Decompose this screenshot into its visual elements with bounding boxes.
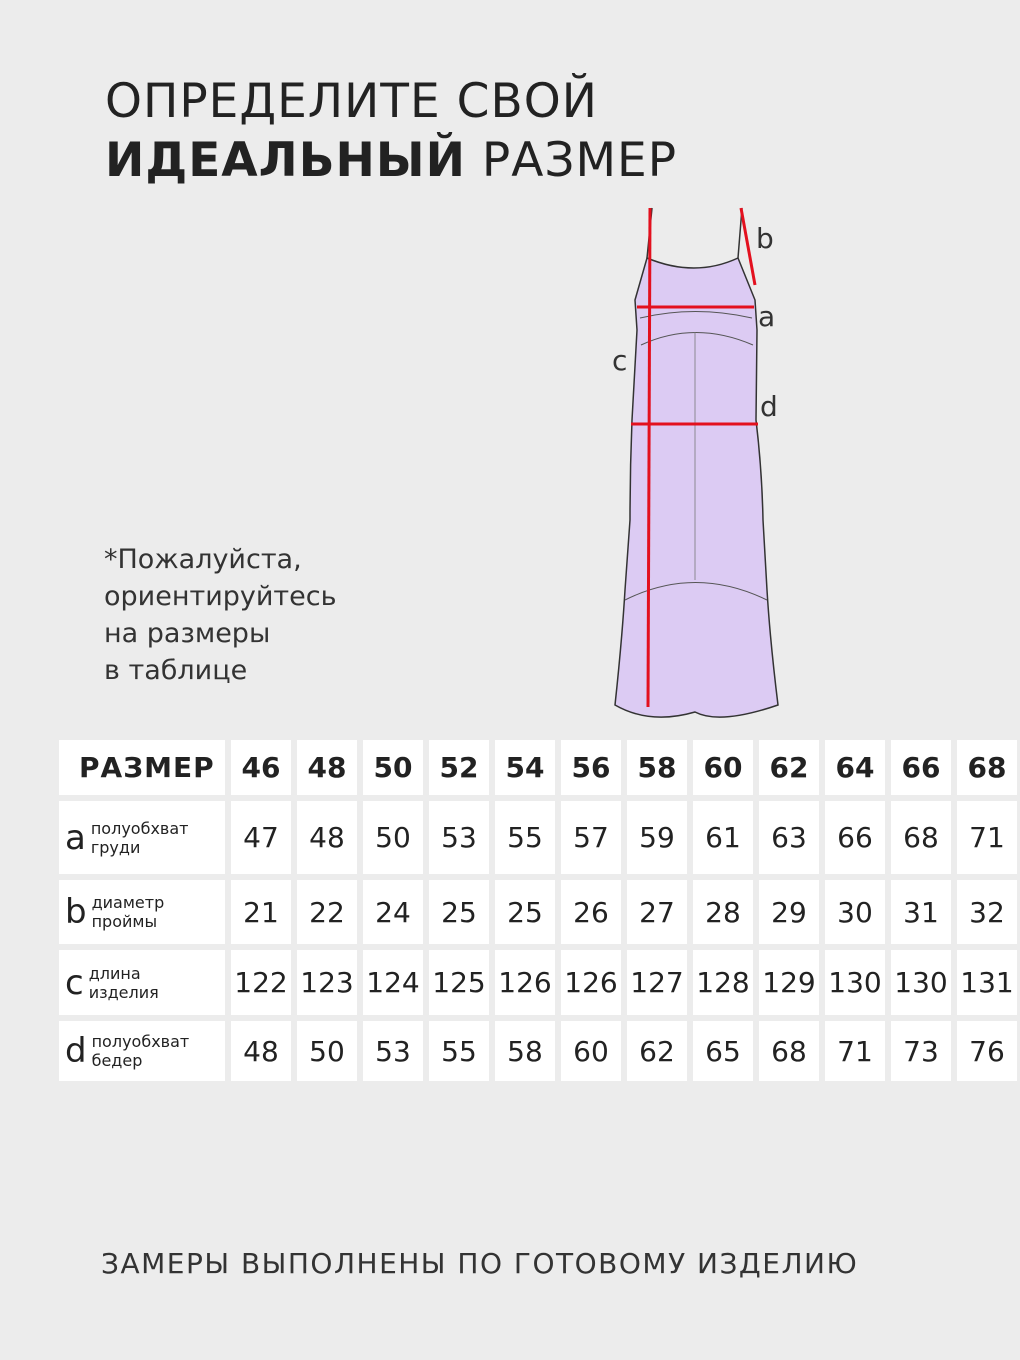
table-cell: 131: [957, 950, 1017, 1015]
table-cell: 48: [297, 801, 357, 874]
table-cell: 65: [693, 1021, 753, 1081]
measure-c-line: [648, 208, 650, 707]
table-cell: 50: [363, 801, 423, 874]
table-cell: 68: [759, 1021, 819, 1081]
table-cell: 62: [627, 1021, 687, 1081]
table-cell: 58: [495, 1021, 555, 1081]
title-line-2: [105, 131, 677, 190]
table-cell: 66: [825, 801, 885, 874]
size-header-cell: 46: [231, 740, 291, 795]
table-cell: 59: [627, 801, 687, 874]
size-header-cell: 62: [759, 740, 819, 795]
size-header-label: РАЗМЕР: [59, 740, 225, 795]
table-cell: 57: [561, 801, 621, 874]
title-line-1: ОПРЕДЕЛИТЕ СВОЙ: [105, 74, 598, 129]
row-desc-line: полуобхват: [91, 1032, 190, 1051]
row-letter: d: [65, 1031, 87, 1071]
label-d: d: [760, 390, 778, 423]
size-header-cell: 66: [891, 740, 951, 795]
table-cell: 26: [561, 880, 621, 944]
table-cell: 127: [627, 950, 687, 1015]
table-cell: 60: [561, 1021, 621, 1081]
size-header-cell: 52: [429, 740, 489, 795]
row-desc-line: полуобхват: [90, 818, 189, 838]
table-cell: 76: [957, 1021, 1017, 1081]
table-cell: 25: [429, 880, 489, 944]
row-letter: b: [65, 892, 87, 932]
table-cell: 53: [363, 1021, 423, 1081]
title-rest-word: РАЗМЕР: [481, 133, 678, 188]
table-cell: 47: [231, 801, 291, 874]
table-cell: 29: [759, 880, 819, 944]
table-cell: 55: [429, 1021, 489, 1081]
row-letter: c: [65, 962, 84, 1003]
row-description: [91, 819, 189, 857]
table-cell: 25: [495, 880, 555, 944]
table-cell: 122: [231, 950, 291, 1015]
row-desc-line: груди: [90, 837, 141, 857]
row-desc-line: проймы: [91, 912, 158, 931]
table-cell: 21: [231, 880, 291, 944]
row-desc-line: длина: [88, 963, 141, 983]
table-cell: 130: [891, 950, 951, 1015]
table-cell: 28: [693, 880, 753, 944]
size-header-cell: 54: [495, 740, 555, 795]
size-header-cell: 64: [825, 740, 885, 795]
table-cell: 55: [495, 801, 555, 874]
note-line: ориентируйтесь: [104, 581, 337, 612]
table-cell: 73: [891, 1021, 951, 1081]
table-cell: 125: [429, 950, 489, 1015]
note-line: на размеры: [104, 618, 271, 649]
label-a: a: [758, 300, 776, 333]
table-cell: 24: [363, 880, 423, 944]
size-header-cell: 58: [627, 740, 687, 795]
dress-diagram: [600, 200, 800, 725]
row-desc-line: бедер: [91, 1051, 143, 1070]
table-cell: 71: [825, 1021, 885, 1081]
table-cell: 126: [561, 950, 621, 1015]
table-cell: 30: [825, 880, 885, 944]
table-cell: 123: [297, 950, 357, 1015]
table-cell: 130: [825, 950, 885, 1015]
size-header-cell: 56: [561, 740, 621, 795]
row-header-a: [59, 801, 225, 874]
table-cell: 124: [363, 950, 423, 1015]
table-cell: 63: [759, 801, 819, 874]
size-header-cell: 68: [957, 740, 1017, 795]
label-b: b: [756, 222, 774, 255]
table-cell: 71: [957, 801, 1017, 874]
table-cell: 61: [693, 801, 753, 874]
row-header-c: [59, 950, 225, 1015]
table-cell: 50: [297, 1021, 357, 1081]
row-description: [92, 1032, 190, 1070]
label-c: c: [612, 344, 628, 377]
title-bold-word: ИДЕАЛЬНЫЙ: [105, 133, 466, 188]
table-cell: 129: [759, 950, 819, 1015]
note-line: в таблице: [104, 655, 248, 686]
table-cell: 22: [297, 880, 357, 944]
row-letter: a: [65, 817, 86, 858]
size-header-cell: 60: [693, 740, 753, 795]
table-cell: 27: [627, 880, 687, 944]
row-description: [89, 964, 159, 1002]
dress-body: [615, 258, 778, 717]
table-cell: 31: [891, 880, 951, 944]
row-description: [92, 893, 165, 931]
table-cell: 126: [495, 950, 555, 1015]
size-note: [104, 541, 337, 689]
row-header-d: [59, 1021, 225, 1081]
note-line: *Пожалуйста,: [104, 544, 302, 575]
table-cell: 48: [231, 1021, 291, 1081]
footer-note: ЗАМЕРЫ ВЫПОЛНЕНЫ ПО ГОТОВОМУ ИЗДЕЛИЮ: [101, 1247, 859, 1280]
table-cell: 128: [693, 950, 753, 1015]
size-table: [59, 740, 1017, 1081]
row-desc-line: диаметр: [91, 893, 165, 912]
size-header-cell: 48: [297, 740, 357, 795]
row-desc-line: изделия: [88, 982, 159, 1002]
page-title: [105, 72, 677, 190]
row-header-b: [59, 880, 225, 944]
size-header-cell: 50: [363, 740, 423, 795]
table-cell: 32: [957, 880, 1017, 944]
table-cell: 53: [429, 801, 489, 874]
table-cell: 68: [891, 801, 951, 874]
